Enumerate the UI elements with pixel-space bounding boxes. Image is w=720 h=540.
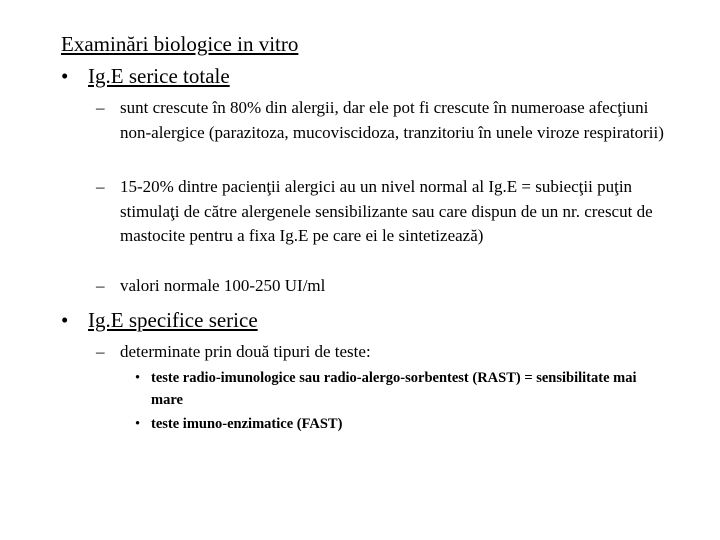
list-item-text: determinate prin două tipuri de teste: — [120, 342, 371, 361]
section-ige-specifice — [61, 306, 258, 334]
sub-list-item-text: teste radio-imunologice sau radio-alergo-sorbentest (RAST) = sensibilitate mai mare — [151, 370, 637, 408]
list-item — [96, 274, 676, 299]
sub-list-item — [135, 414, 655, 436]
section-title: Ig.E serice totale — [88, 64, 230, 88]
list-item-text: 15-20% dintre pacienţii alergici au un nivel normal al Ig.E = subiecţii puţin stimulaţi de către alergenele sensibilizante sau care dispun de un nr. crescut de mastocite pentru a fixa Ig.E pe care ei le sintetizează) — [120, 177, 653, 245]
list-item-text: valori normale 100-250 UI/ml — [120, 276, 326, 295]
section-ige-totale — [61, 62, 230, 90]
sub-list-item — [135, 368, 655, 411]
bullet-icon: • — [61, 64, 69, 88]
slide-heading: Examinări biologice in vitro — [61, 32, 299, 56]
section-title: Ig.E specifice serice — [88, 308, 258, 332]
list-item-text: sunt crescute în 80% din alergii, dar ele pot fi crescute în numeroase afecţiuni non-alergice (parazitoza, mucoviscidoza, tranzitoriu în unele viroze respiratorii) — [120, 98, 664, 142]
list-item — [96, 175, 676, 249]
sub-list-item-text: teste imuno-enzimatice (FAST) — [151, 416, 343, 432]
dash-icon: – — [96, 177, 105, 196]
dash-icon: – — [96, 342, 105, 361]
bullet-icon: • — [135, 416, 141, 432]
list-item — [96, 340, 676, 365]
dash-icon: – — [96, 276, 105, 295]
bullet-icon: • — [135, 370, 141, 386]
dash-icon: – — [96, 98, 105, 117]
bullet-icon: • — [61, 308, 69, 332]
list-item — [96, 96, 676, 145]
